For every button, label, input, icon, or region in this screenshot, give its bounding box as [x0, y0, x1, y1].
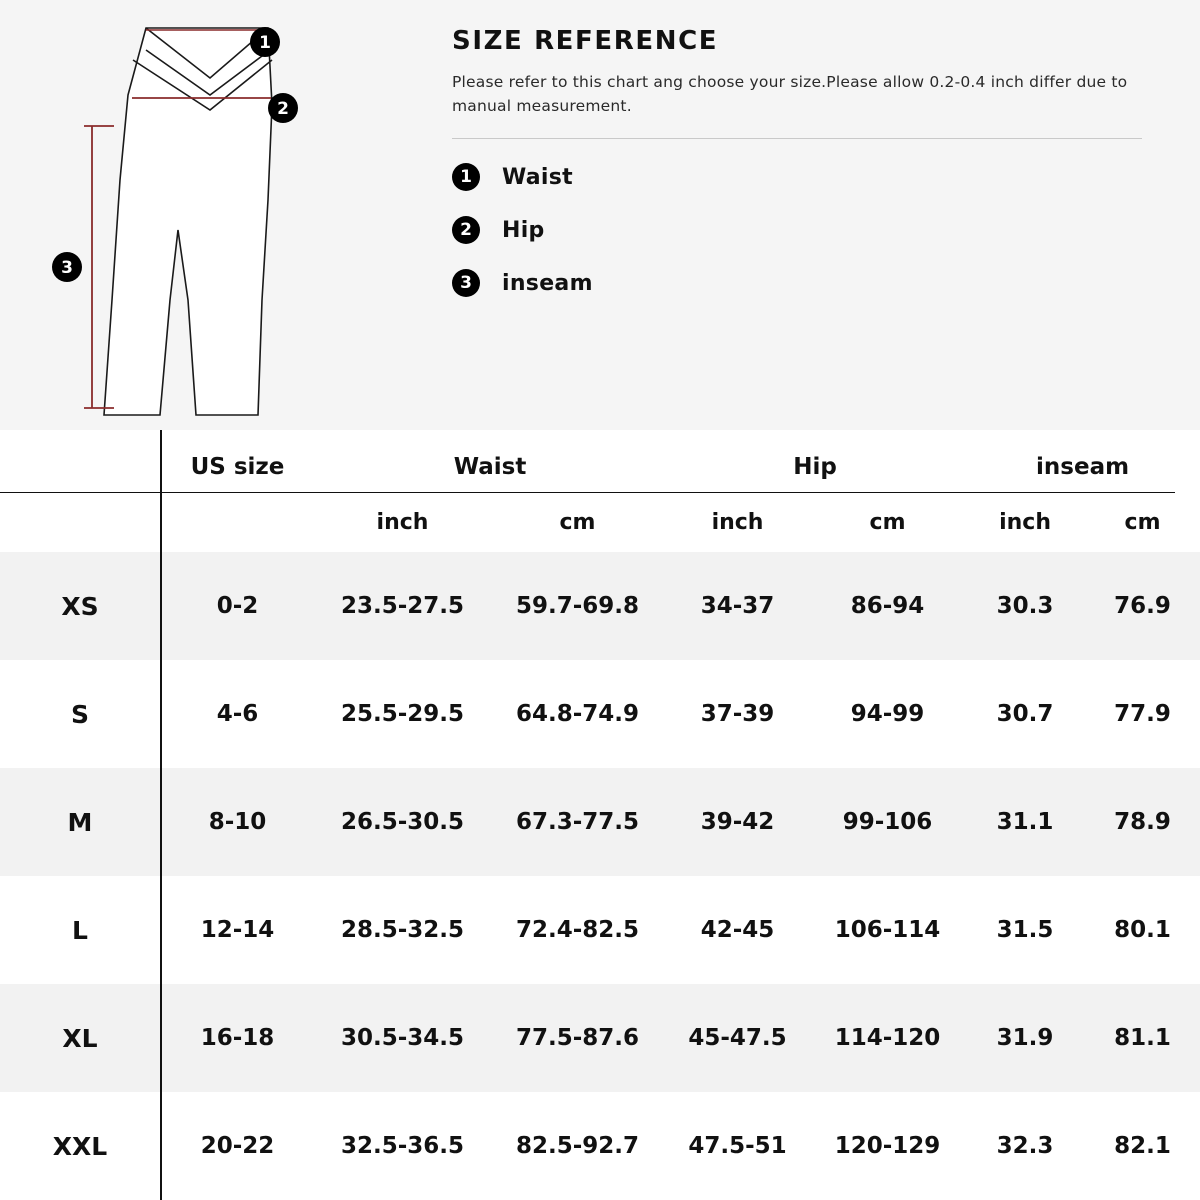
cell-waist-cm: 67.3-77.5: [490, 768, 665, 876]
cell-hip-inch: 47.5-51: [688, 1133, 787, 1159]
cell-inseam-inch: 31.1: [965, 768, 1085, 876]
svg-text:1: 1: [259, 33, 271, 53]
table-vertical-rule: [160, 430, 162, 1200]
cell-hip-inch: 37-39: [700, 701, 775, 727]
cell-hip-cm: 94-99: [850, 701, 925, 727]
legend-label-waist: Waist: [502, 164, 573, 190]
header-inseam: inseam: [1036, 453, 1130, 480]
badge-3-icon: 3: [452, 269, 480, 297]
cell-hip-cm: 114-120: [810, 984, 965, 1092]
cell-inseam-inch: 31.5: [996, 917, 1054, 943]
badge-1-icon: 1: [452, 163, 480, 191]
cell-waist-inch: 23.5-27.5: [315, 552, 490, 660]
table-row: [0, 660, 1200, 768]
cell-inseam-cm: 81.1: [1085, 984, 1200, 1092]
unit-inseam-cm: cm: [1124, 509, 1161, 535]
legend-item-inseam: [452, 269, 1142, 297]
cell-us: 0-2: [160, 552, 315, 660]
header-hip: Hip: [793, 453, 837, 480]
cell-size: L: [72, 915, 88, 945]
header-waist: Waist: [453, 453, 527, 480]
cell-waist-cm: 64.8-74.9: [515, 701, 640, 727]
cell-us: 12-14: [200, 917, 275, 943]
cell-inseam-inch: 31.9: [965, 984, 1085, 1092]
cell-waist-cm: 82.5-92.7: [515, 1133, 640, 1159]
cell-waist-inch: 32.5-36.5: [340, 1133, 465, 1159]
cell-waist-inch: 26.5-30.5: [315, 768, 490, 876]
cell-waist-cm: 77.5-87.6: [490, 984, 665, 1092]
table-header-rule: [0, 492, 1175, 493]
table-row: [0, 1092, 1200, 1200]
cell-size: XXL: [52, 1131, 108, 1161]
legend-item-waist: [452, 163, 1142, 191]
table-row: [0, 768, 1200, 876]
table-row: [0, 876, 1200, 984]
size-table: [0, 430, 1200, 1200]
cell-inseam-cm: 76.9: [1085, 552, 1200, 660]
hip-marker-group: [268, 93, 298, 123]
unit-hip-cm: cm: [869, 509, 906, 535]
legend-label-inseam: inseam: [502, 270, 593, 296]
cell-inseam-cm: 80.1: [1114, 917, 1171, 943]
cell-inseam-cm: 82.1: [1114, 1133, 1171, 1159]
cell-hip-inch: 45-47.5: [665, 984, 810, 1092]
unit-hip-inch: inch: [711, 509, 764, 535]
unit-blank-2: [160, 492, 315, 552]
header-blank: [0, 430, 160, 492]
badge-2-icon: 2: [452, 216, 480, 244]
cell-size: S: [70, 699, 89, 729]
cell-size: M: [0, 768, 160, 876]
header-panel: [0, 0, 1200, 430]
pants-diagram: [0, 0, 430, 430]
cell-waist-cm: 72.4-82.5: [515, 917, 640, 943]
table-group-header-row: [0, 430, 1200, 492]
cell-us: 20-22: [200, 1133, 275, 1159]
cell-hip-inch: 42-45: [700, 917, 775, 943]
cell-inseam-inch: 32.3: [996, 1133, 1054, 1159]
cell-waist-inch: 30.5-34.5: [315, 984, 490, 1092]
svg-text:2: 2: [277, 99, 289, 119]
unit-blank-1: [0, 492, 160, 552]
page-description: Please refer to this chart ang choose your size.Please allow 0.2-0.4 inch differ due to manual measurement.: [452, 73, 1128, 116]
pants-diagram-svg: [0, 0, 430, 430]
divider: [452, 138, 1142, 139]
table-row: [0, 984, 1200, 1092]
cell-us: 8-10: [160, 768, 315, 876]
inseam-marker-group: [52, 252, 82, 282]
waist-marker-group: [250, 27, 280, 57]
cell-us: 16-18: [160, 984, 315, 1092]
unit-inseam-inch: inch: [999, 509, 1051, 535]
cell-hip-inch: 39-42: [665, 768, 810, 876]
cell-size: XS: [0, 552, 160, 660]
svg-text:3: 3: [61, 258, 73, 278]
cell-us: 4-6: [216, 701, 259, 727]
cell-waist-cm: 59.7-69.8: [490, 552, 665, 660]
cell-inseam-inch: 30.7: [996, 701, 1054, 727]
cell-size: XL: [0, 984, 160, 1092]
cell-inseam-cm: 77.9: [1114, 701, 1171, 727]
cell-hip-cm: 120-129: [834, 1133, 941, 1159]
header-us-size: US size: [190, 453, 285, 480]
table-unit-header-row: [0, 492, 1200, 552]
cell-waist-inch: 28.5-32.5: [340, 917, 465, 943]
size-table-wrap: [0, 430, 1200, 1200]
info-area: [430, 0, 1200, 430]
legend-item-hip: [452, 216, 1142, 244]
cell-hip-cm: 99-106: [810, 768, 965, 876]
cell-hip-cm: 86-94: [810, 552, 965, 660]
unit-waist-inch: inch: [376, 509, 429, 535]
cell-waist-inch: 25.5-29.5: [340, 701, 465, 727]
legend-label-hip: Hip: [502, 217, 545, 243]
unit-waist-cm: cm: [559, 509, 596, 535]
cell-inseam-inch: 30.3: [965, 552, 1085, 660]
table-row: [0, 552, 1200, 660]
page-title: SIZE REFERENCE: [452, 26, 719, 56]
cell-inseam-cm: 78.9: [1085, 768, 1200, 876]
cell-hip-inch: 34-37: [665, 552, 810, 660]
cell-hip-cm: 106-114: [834, 917, 941, 943]
